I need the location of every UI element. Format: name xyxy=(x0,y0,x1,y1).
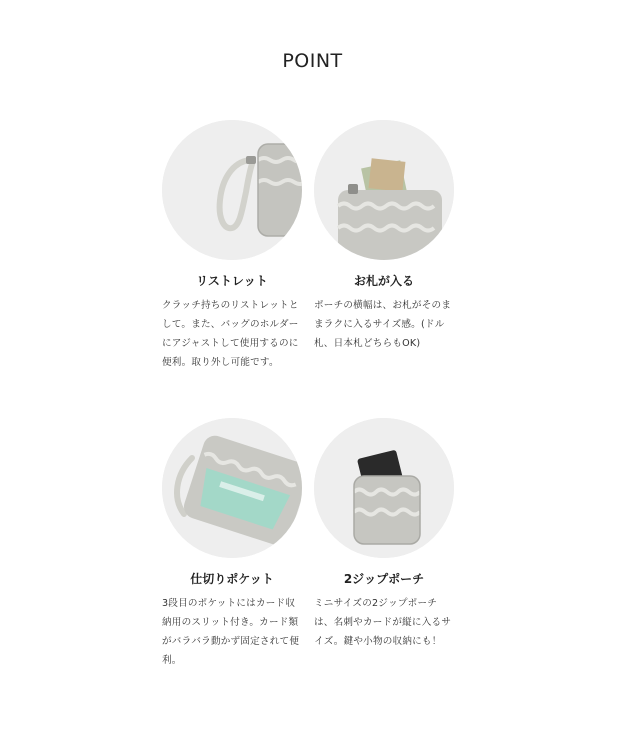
point-description: 3段目のポケットにはカード収納用のスリット付き。カード類がバラバラ動かず固定されて便利。 xyxy=(162,598,300,666)
point-heading: お札が入る xyxy=(353,274,414,288)
point-description: ミニサイズの2ジップポーチは、名刺やカードが縦に入るサイズ。鍵や小物の収納にも！ xyxy=(314,598,452,647)
page-title: POINT xyxy=(282,50,343,72)
point-heading: 2ジップポーチ xyxy=(343,572,425,586)
inner-pocket-photo xyxy=(162,418,302,558)
banknote-photo xyxy=(314,120,454,260)
point-wristlet xyxy=(162,120,302,380)
point-two-zip xyxy=(314,418,454,678)
point-inner-pocket xyxy=(162,418,302,678)
banknote-photo-art xyxy=(314,120,454,260)
wristlet-photo-art xyxy=(162,120,302,260)
wristlet-photo xyxy=(162,120,302,260)
point-heading: 仕切りポケット xyxy=(190,572,274,586)
point-heading: リストレット xyxy=(196,274,268,288)
point-description: ポーチの横幅は、お札がそのままラクに入るサイズ感。(ドル札、日本札どちらもOK) xyxy=(314,300,452,349)
point-description: クラッチ持ちのリストレットとして。また、バッグのホルダーにアジャストして使用するのに便利。取り外し可能です。 xyxy=(162,300,299,368)
inner-pocket-photo-art xyxy=(162,418,302,558)
phone-pouch-photo-art xyxy=(314,418,454,558)
phone-pouch-photo xyxy=(314,418,454,558)
point-banknote xyxy=(314,120,454,380)
